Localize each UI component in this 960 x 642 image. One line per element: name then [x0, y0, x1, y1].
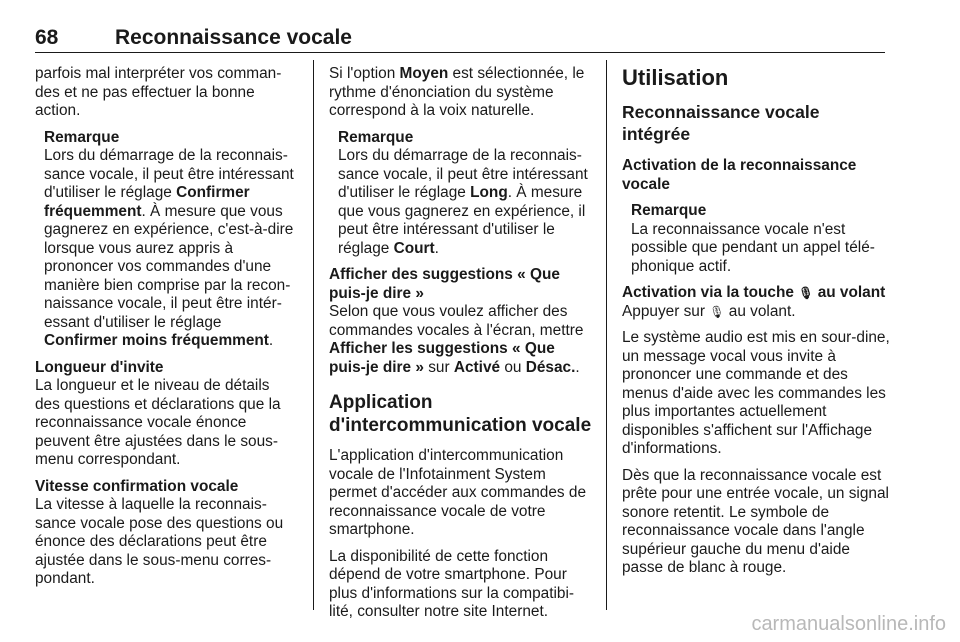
- text: est sélectionnée, le rythme d'énonciation du système correspond à la voix naturelle.: [329, 65, 585, 119]
- note-text: La reconnaissance vocale n'est possible que pendant un appel télé-phonique actif.: [631, 220, 875, 275]
- setting-name: Court: [393, 239, 435, 257]
- section-heading: Application d'intercommunication vocale: [329, 392, 592, 436]
- section-heading: Reconnaissance vocale intégrée: [622, 102, 820, 144]
- note-box: [622, 202, 890, 276]
- note-text: Lors du démarrage de la reconnais-sance vocale, il peut être intéressant d'utiliser le réglage: [44, 147, 294, 201]
- subheading-block: [622, 157, 890, 194]
- setting-name: Moyen: [399, 65, 449, 82]
- setting-name: Afficher les suggestions « Que puis-je dire »: [329, 340, 555, 376]
- column-middle: [329, 65, 593, 630]
- note-text: .: [268, 332, 274, 349]
- text: .: [575, 358, 580, 376]
- subheading: Afficher des suggestions « Que puis-je dire »: [329, 266, 560, 302]
- setting-name: Activé: [453, 358, 501, 376]
- page-number: 68: [35, 26, 59, 49]
- running-title: Reconnaissance vocale: [115, 26, 352, 49]
- text: Selon que vous voulez afficher des commandes vocales à l'écran, mettre: [329, 303, 584, 339]
- voice-control-icon: 🎙: [798, 286, 814, 300]
- text: Activation via la touche: [622, 284, 799, 301]
- note-text: . À mesure que vous gagnerez en expérience, il peut être intéressant d'utiliser le réglage: [338, 184, 586, 257]
- note-text: . À mesure que vous gagnerez en expérience, c'est-à-dire lorsque vous aurez appris à prononcer vos commandes d'une manière bien comprise par la recon-naissance vocale, il peut être intér-essant d'utiliser le réglage: [44, 202, 294, 331]
- column-divider: [606, 60, 607, 610]
- note-text: .: [434, 239, 439, 257]
- page-header: [35, 26, 885, 54]
- subsection-vitesse: [35, 478, 295, 589]
- subsection-touche: [622, 284, 890, 321]
- subsection-suggestions: [329, 266, 593, 377]
- text: Appuyer sur: [622, 302, 710, 320]
- paragraph: L'application d'intercommunication vocale de l'Infotainment System permet d'accéder aux commandes de reconnaissance vocale de votre smartphone.: [329, 447, 587, 538]
- note-title: Remarque: [338, 128, 414, 146]
- paragraph: La disponibilité de cette fonction dépend de votre smartphone. Pour plus d'informations sur la compatibi-lité, consulter notre site Internet.: [329, 547, 575, 620]
- column-divider: [313, 60, 314, 610]
- setting-name: Désac.: [525, 358, 576, 376]
- note-box: [329, 129, 593, 259]
- voice-control-icon: 🎙: [709, 304, 725, 319]
- text: ou: [500, 358, 526, 376]
- column-left: [35, 65, 295, 597]
- paragraph: La vitesse à laquelle la reconnais-sance vocale pose des questions ou énonce des déclarations peut être ajustée dans le sous-menu corres-pondant.: [35, 496, 284, 587]
- paragraph: Dès que la reconnaissance vocale est prête pour une entrée vocale, un signal sonore retentit. Le symbole de reconnaissance vocale dans l'angle supérieur gauche du menu d'aide passe de blanc à rouge.: [622, 466, 889, 576]
- paragraph: Le système audio est mis en sour-dine, un message vocal vous invite à prononcer une commande et des menus d'aide avec les commandes les plus importantes actuellement disponibles s'affichent sur l'Affichage d'informations.: [622, 329, 890, 457]
- note-title: Remarque: [631, 202, 707, 219]
- header-rule: [35, 52, 885, 53]
- subheading: [622, 284, 890, 303]
- watermark: carmanualsonline.info: [751, 613, 946, 635]
- note-title: Remarque: [44, 128, 120, 146]
- subheading: Longueur d'invite: [35, 358, 164, 376]
- subheading: Activation de la reconnaissance vocale: [622, 157, 857, 193]
- setting-name: Confirmer moins fréquemment: [44, 332, 269, 349]
- note-text: Lors du démarrage de la reconnais-sance vocale, il peut être intéressant d'utiliser le réglage: [338, 147, 588, 201]
- paragraph: [329, 65, 593, 121]
- subsection-invite: [35, 359, 295, 470]
- chapter-heading: Utilisation: [622, 65, 729, 90]
- text: au volant: [813, 284, 886, 301]
- setting-name: Confirmer fréquemment: [44, 184, 250, 220]
- text: au volant.: [724, 302, 796, 320]
- note-box: [35, 129, 295, 351]
- paragraph: La longueur et le niveau de détails des questions et déclarations que la reconnaissance vocale énonce peuvent être ajustées dans le sous-menu correspondant.: [35, 377, 281, 468]
- text: sur: [423, 358, 454, 376]
- column-right: [622, 65, 890, 586]
- subheading: Vitesse confirmation vocale: [35, 477, 239, 495]
- paragraph: parfois mal interpréter vos comman-des et ne pas effectuer la bonne action.: [35, 65, 282, 119]
- setting-name: Long: [470, 184, 508, 201]
- text: Si l'option: [329, 65, 400, 82]
